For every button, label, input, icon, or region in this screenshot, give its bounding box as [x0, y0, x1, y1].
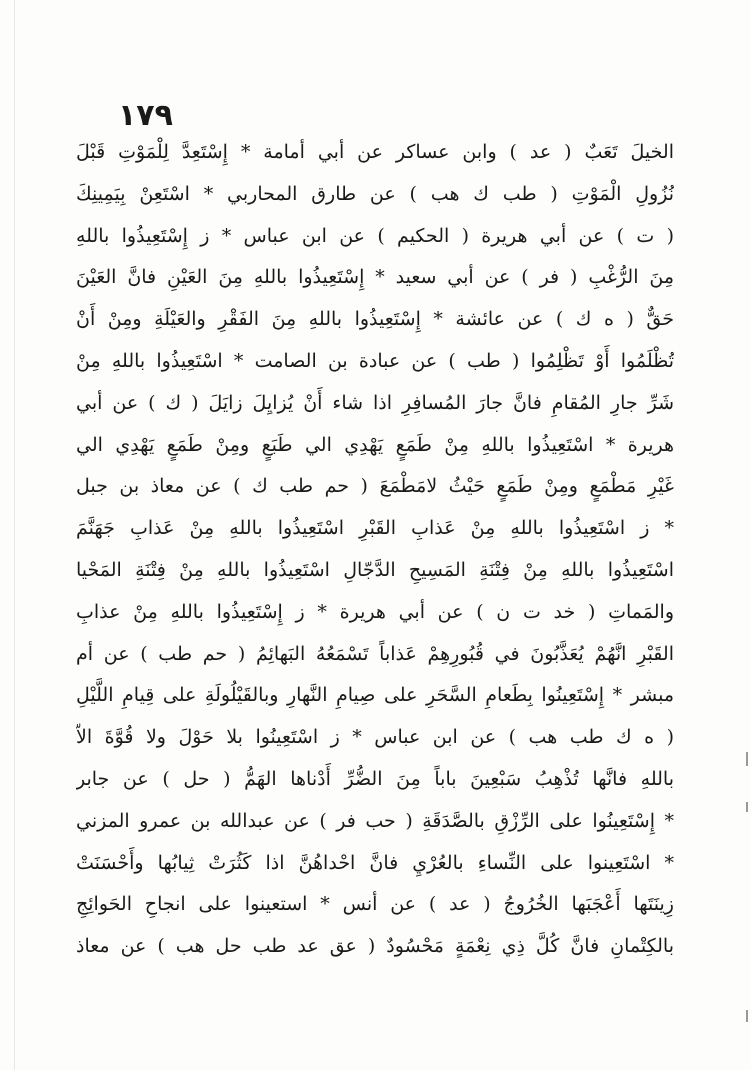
scan-mark — [746, 802, 748, 812]
text-line: * اسْتَعِينوا على النِّساءِ بالعُرْيِ فانَّ احْداهُنَّ اذا كَثُرَتْ ثِيابُها وأَحْسَنَتْ — [76, 851, 674, 874]
text-line: حَقٌّ ( ه ك ) عن عائشة * إِسْتَعِيذُوا باللهِ مِنَ الفَقْرِ والعَيْلَةِ ومِنْ أَنْ — [76, 308, 674, 331]
text-line: القَبْرِ انَّهُمْ يُعَذَّبُونَ في قُبُورِهِمْ عَذاباً تَسْمَعُهُ البَهائِمُ ( حم طب ) عن أم — [76, 642, 674, 665]
text-line: غَيْرِ مَطْمَعٍ ومِنْ طَمَعٍ حَيْثُ لامَطْمَعَ ( حم طب ك ) عن معاذ بن جبل — [76, 475, 674, 498]
text-line: * ز اسْتَعِيذُوا باللهِ مِنْ عَذابِ القَبْرِ اسْتَعِيذُوا باللهِ مِنْ عَذابِ جَهَنَّمَ — [76, 517, 674, 540]
body-text — [76, 132, 674, 968]
text-line: هريرة * اسْتَعِيذُوا باللهِ مِنْ طَمَعٍ يَهْدِي الي طَبَعٍ ومِنْ طَمَعٍ يَهْدِي الي — [76, 433, 674, 456]
text-line: ( ت ) عن أبي هريرة ( الحكيم ) عن ابن عباس * ز إِسْتَعِيذُوا باللهِ — [76, 224, 674, 247]
text-line: بالكِتْمانِ فانَّ كُلَّ ذِي نِعْمَةٍ مَحْسُودٌ ( عق عد طب حل هب ) عن معاذ — [76, 935, 674, 958]
text-line: نُزُولِ الْمَوْتِ ( طب ك هب ) عن طارق المحاربي * اسْتَعِنْ بِيَمِينِكَ — [76, 182, 674, 205]
text-line: تُظْلَمُوا أَوْ تَظْلِمُوا ( طب ) عن عبادة بن الصامت * اسْتَعِيذُوا باللهِ مِنْ — [76, 349, 674, 372]
text-line: باللهِ فانَّها تُذْهِبُ سَبْعِينَ باباً مِنَ الضُّرِّ أَدْناها الهَمُّ ( حل ) عن جابر — [76, 767, 674, 790]
scan-mark — [746, 752, 748, 766]
text-line: * إِسْتَعِينُوا على الرِّزْقِ بالصَّدَقَةِ ( حب فر ) عن عبدالله بن عمرو المزني — [76, 809, 674, 832]
text-line: الخيلَ تَعَبٌ ( عد ) وابن عساكر عن أبي أمامة * إِسْتَعِدَّ لِلْمَوْتِ قَبْلَ — [76, 141, 674, 163]
text-line: والمَماتِ ( خد ت ن ) عن أبي هريرة * ز إِسْتَعِيذُوا باللهِ مِنْ عذابِ — [76, 600, 674, 623]
text-line: زِينَتَها أَعْجَبَها الخُرُوجُ ( عد ) عن أنس * استعينوا على انجاحِ الحَوائِجِ — [76, 893, 674, 916]
text-line: شَرِّ جارِ المُقامِ فانَّ جارَ المُسافِرِ اذا شاء أَنْ يُزايِلَ زايَلَ ( ك ) عن أبي — [76, 391, 674, 414]
scan-mark — [746, 1010, 748, 1022]
scan-edge-line — [14, 0, 15, 1070]
text-line: مبشر * إِسْتَعِينُوا بِطَعامِ السَّحَرِ على صِيامِ النَّهارِ وبالقَيْلُولَةِ على قِيامِ اللَّيْلِ — [76, 684, 674, 707]
page-number: ١٧٩ — [118, 98, 173, 133]
text-line: اسْتَعِيذُوا باللهِ مِنْ فِتْنَةِ المَسِيحِ الدَّجّالِ اسْتَعِيذُوا باللهِ مِنْ فِتْنَةِ المَحْيا — [76, 558, 674, 581]
text-line: ( ه ك طب هب ) عن ابن عباس * ز اسْتَعِينُوا بلا حَوْلَ ولا قُوَّةَ الاّ — [76, 726, 674, 749]
text-line: مِنَ الرُّغْبِ ( فر ) عن أبي سعيد * إِسْتَعِيذُوا باللهِ مِنَ العَيْنِ فانَّ العَيْنَ — [76, 266, 674, 289]
